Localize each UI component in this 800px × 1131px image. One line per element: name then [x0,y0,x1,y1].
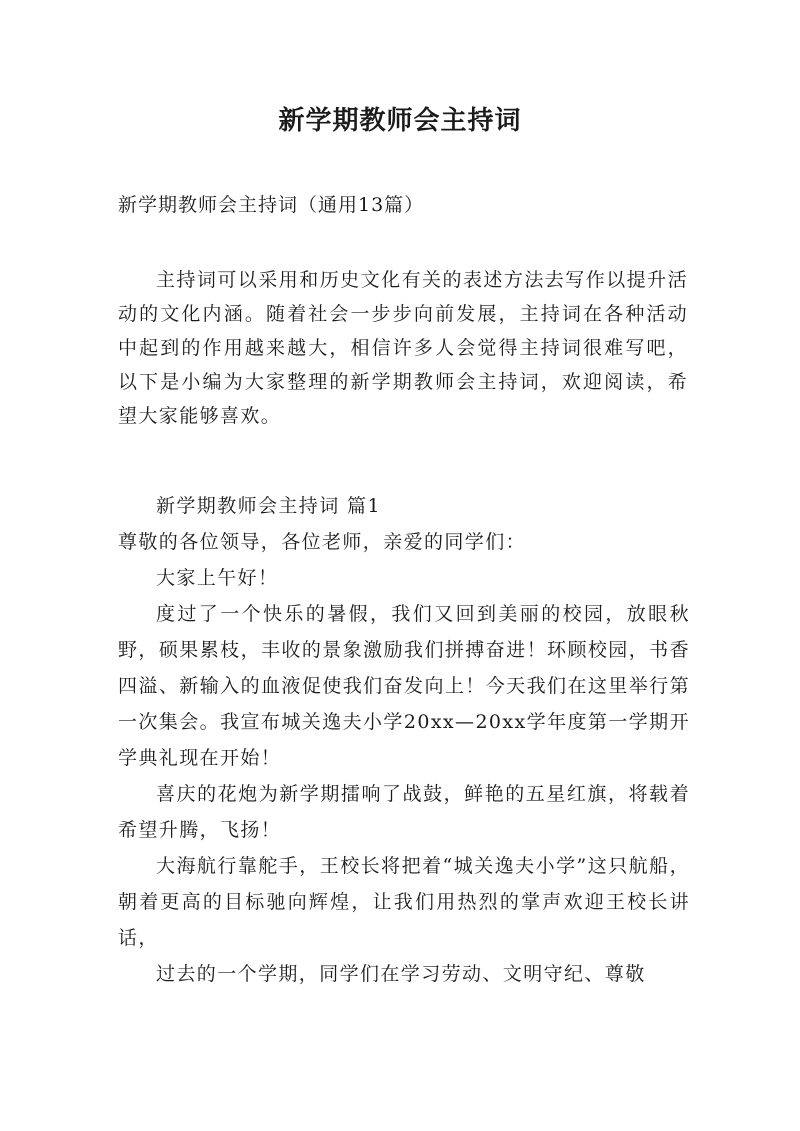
document-title: 新学期教师会主持词 [278,106,522,136]
document-subtitle: 新学期教师会主持词（通用13篇） [118,194,425,216]
body-paragraph: 度过了一个快乐的暑假，我们又回到美丽的校园，放眼秋野，硕果累枝，丰收的景象激励我们拼搏奋进！环顾校园，书香四溢、新输入的血液促使我们奋发向上！今天我们在这里举行第一次集会。我宣布城关逸夫小学20xx—20xx学年度第一学期开学典礼现在开始！ [118,603,690,769]
body-paragraph: 大家上午好！ [156,567,279,589]
section-heading: 新学期教师会主持词 篇1 [156,495,381,517]
intro-paragraph: 主持词可以采用和历史文化有关的表述方法去写作以提升活动的文化内涵。随着社会一步步向前发展，主持词在各种活动中起到的作用越来越大，相信许多人会觉得主持词很难写吧，以下是小编为大家整理的新学期教师会主持词，欢迎阅读，希望大家能够喜欢。 [118,269,688,427]
body-paragraph: 过去的一个学期，同学们在学习劳动、文明守纪、尊敬 [156,963,646,985]
body-paragraph: 大海航行靠舵手，王校长将把着“城关逸夫小学”这只航船，朝着更高的目标驰向辉煌，让我们用热烈的掌声欢迎王校长讲话， [118,855,690,949]
document-body [118,488,690,992]
salutation: 尊敬的各位领导，各位老师，亲爱的同学们： [118,531,527,553]
body-paragraph: 喜庆的花炮为新学期擂响了战鼓，鲜艳的五星红旗，将载着希望升腾，飞扬！ [118,783,690,841]
